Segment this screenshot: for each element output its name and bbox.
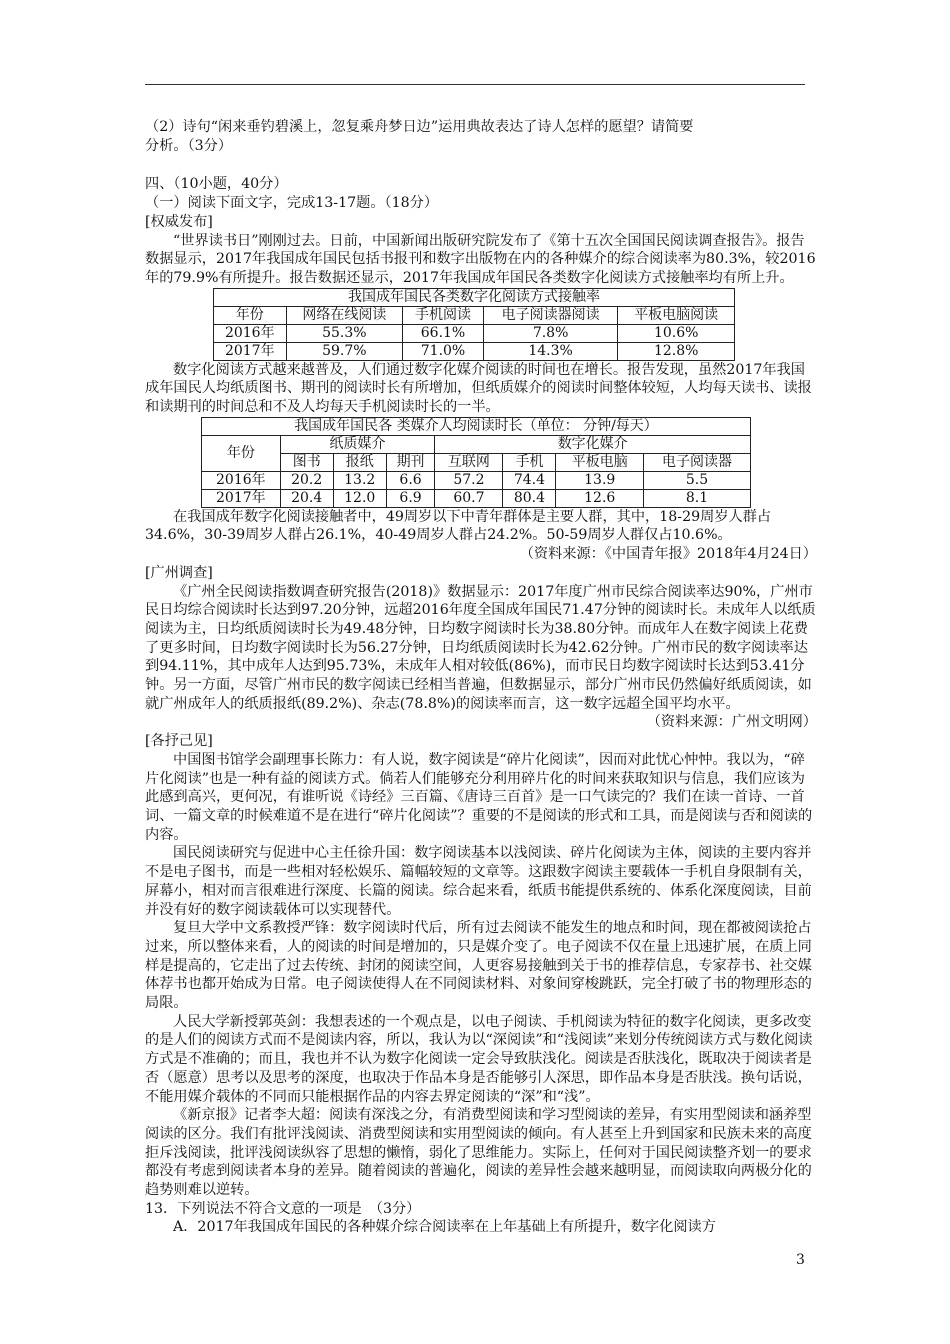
table1-header: 手机阅读	[403, 306, 484, 324]
table2-header: 互联网	[435, 453, 503, 471]
q2-line2: 分析。（3分）	[145, 137, 233, 154]
table2-cell: 60.7	[435, 489, 503, 507]
table2-cell: 20.4	[280, 489, 333, 507]
table1-header: 平板电脑阅读	[618, 306, 735, 324]
table1-cell: 71.0%	[403, 342, 484, 360]
table-row	[214, 342, 735, 360]
opinion-xu-shengguo: 国民阅读研究与促进中心主任徐升国：数字阅读基本以浅阅读、碎片化阅读为主体，阅读的主要内容并不是电子图书，而是一些相对轻松娱乐、篇幅较短的文章等。这跟数字阅读主要载体一手机自身限制有关，屏幕小，相对而言很难进行深度、长篇的阅读。综合起来看，纸质书能提供系统的、体系化深度阅读，目前并没有好的数字阅读载体可以实现替代。	[145, 845, 812, 918]
authority-label: [权威发布]	[145, 213, 213, 230]
table1-header: 网络在线阅读	[286, 306, 403, 324]
table1-cell: 10.6%	[618, 324, 735, 342]
table2-header: 期刊	[386, 453, 435, 471]
table2-header: 平板电脑	[556, 453, 644, 471]
table2-cell: 13.2	[333, 471, 386, 489]
opinion-li-dachao: 《新京报》记者李大超：阅读有深浅之分，有消费型阅读和学习型阅读的差异，有实用型阅读和涵养型阅读的区分。我们有批评浅阅读、消费型阅读和实用型阅读的倾向。有人甚至上升到国家和民族未来的高度拒斥浅阅读，批评浅阅读纵容了思想的懒惰，弱化了思维能力。实际上，任何对于国民阅读整齐划一的要求都没有考虑到阅读者本身的差异。随着阅读的普遍化，阅读的差异性会越来越明显，而阅读取向两极分化的趋势则难以逆转。	[145, 1107, 812, 1199]
table1-cell: 2017年	[214, 342, 287, 360]
table2-cell: 8.1	[643, 489, 750, 507]
table2-cell: 57.2	[435, 471, 503, 489]
header-rule	[145, 84, 805, 85]
table1-title: 我国成年国民各类数字化阅读方式接触率	[214, 288, 735, 306]
table-row	[202, 489, 751, 507]
page-number: 3	[796, 1252, 805, 1268]
guangzhou-para: 《广州全民阅读指数调查研究报告(2018)》数据显示：2017年度广州市民综合阅读率达90%，广州市民日均综合阅读时长达到97.20分钟，远超2016年度全国成年国民71.47分钟的阅读时长。未成年人以纸质阅读为主，日均纸质阅读时长为49.48分钟，日均数字阅读时长为38.80分钟。而成年人在数字阅读上花费了更多时间，日均数字阅读时长为56.27分钟，日均纸质阅读时长为42.62分钟。广州市民的数字阅读率达到94.11%，其中成年人达到95.73%，未成年人相对较低(86%)，而市民日均数字阅读时长达到53.41分钟。另一方面，尽管广州市民的数字阅读已经相当普遍，但数据显示，部分广州市民仍然偏好纸质阅读，如就广州成年人的纸质报纸(89.2%)、杂志(78.8%)的阅读率而言，这一数字远超全国平均水平。	[145, 583, 816, 712]
table1-cell: 12.8%	[618, 342, 735, 360]
table2-cell: 5.5	[643, 471, 750, 489]
table2-header: 报纸	[333, 453, 386, 471]
table2-cell: 6.6	[386, 471, 435, 489]
table2-cell: 13.9	[556, 471, 644, 489]
table-digital-reading-rates	[213, 288, 735, 361]
table2-cell: 12.6	[556, 489, 644, 507]
table1-header: 年份	[214, 306, 287, 324]
table2-group-digital: 数字化媒介	[435, 435, 751, 453]
opinion-chen-li: 中国图书馆学会副理事长陈力：有人说，数字阅读是“碎片化阅读”，因而对此忧心忡忡。我以为，“碎片化阅读”也是一种有益的阅读方式。倘若人们能够充分利用碎片化的时间来获取知识与信息，我们应该为此感到高兴，更何况，有谁听说《诗经》三百篇、《唐诗三百首》是一口气读完的？我们在读一首诗、一首词、一篇文章的时候难道不是在进行“碎片化阅读”？重要的不是阅读的形式和工具，而是阅读与否和阅读的内容。	[145, 751, 813, 843]
section-heading: 四、（10小题，40分）	[145, 176, 288, 193]
table1-header: 电子阅读器阅读	[483, 306, 618, 324]
q2-line1: （2）诗句“闲来垂钓碧溪上，忽复乘舟梦日边”运用典故表达了诗人怎样的愿望？请简要	[145, 119, 694, 135]
question-13-option-a: A．2017年我国成年国民的各种媒介综合阅读率在上年基础上有所提升，数字化阅读方	[173, 1219, 716, 1236]
table2-cell: 20.2	[280, 471, 333, 489]
opinions-label: [各抒己见]	[145, 733, 213, 750]
table2-cell: 12.0	[333, 489, 386, 507]
opinion-guo-yingjian: 人民大学新授郭英剑：我想表述的一个观点是，以电子阅读、手机阅读为特征的数字化阅读，更多改变的是人们的阅读方式而不是阅读内容，所以，我认为以“深阅读”和“浅阅读”来划分传统阅读方式与数化阅读方式是不准确的；而且，我也并不认为数字化阅读一定会导致肤浅化。阅读是否肤浅化，既取决于阅读者是否（愿意）思考以及思考的深度，也取决于作品本身是否能够引人深思，即作品本身是否肤浅。换句话说，不能用媒介载体的不同而只能根据作品的内容去界定阅读的“深”和“浅”。	[145, 1013, 813, 1105]
section-subheading: （一）阅读下面文字，完成13-17题。（18分）	[145, 195, 439, 212]
document-body	[145, 118, 817, 1237]
table1-cell: 7.8%	[483, 324, 618, 342]
table2-header: 图书	[280, 453, 333, 471]
guangzhou-source: （资料来源：广州文明网）	[646, 714, 817, 731]
table-row	[202, 471, 751, 489]
table2-header: 手机	[503, 453, 556, 471]
table2-cell: 74.4	[503, 471, 556, 489]
table1-cell: 66.1%	[403, 324, 484, 342]
authority-para-2: 数字化阅读方式越来越普及，人们通过数字化媒介阅读的时间也在增长。报告发现，虽然2017年我国成年国民人均纸质图书、期刊的阅读时长有所增加，但纸质媒介的阅读时间整体较短，人均每天读书、读报和读期刊的时间总和不及人均每天手机阅读时长的一半。	[145, 361, 812, 416]
table-row	[214, 324, 735, 342]
table1-cell: 55.3%	[286, 324, 403, 342]
table2-cell: 2017年	[202, 489, 281, 507]
table2-header: 电子阅读器	[643, 453, 750, 471]
authority-para-1: “世界读书日”刚刚过去。日前，中国新闻出版研究院发布了《第十五次全国国民阅读调查报告》。报告数据显示，2017年我国成年国民包括书报刊和数字出版物在内的各种媒介的综合阅读率为80.3%，较2016年的79.9%有所提升。报告数据还显示，2017年我国成年国民各类数字化阅读方式接触率均有所上升。	[145, 232, 816, 286]
authority-para-3: 在我国成年数字化阅读接触者中，49周岁以下中青年群体是主要人群，其中，18-29周岁人群占34.6%，30-39周岁人群占26.1%，40-49周岁人群占24.2%。50-59周岁人群仅占10.6%。	[145, 508, 772, 544]
table2-cell: 6.9	[386, 489, 435, 507]
authority-source: （资料来源：《中国青年报》2018年4月24日）	[519, 546, 817, 563]
table-reading-time	[201, 417, 751, 508]
question-13-stem: 13．下列说法不符合文意的一项是 （3分）	[145, 1200, 421, 1217]
table2-year-label: 年份	[202, 435, 281, 471]
table1-cell: 59.7%	[286, 342, 403, 360]
table2-cell: 2016年	[202, 471, 281, 489]
table1-cell: 2016年	[214, 324, 287, 342]
table2-cell: 80.4	[503, 489, 556, 507]
table2-title: 我国成年国民各 类媒介人均阅读时长（单位： 分钟/每天）	[202, 417, 751, 435]
opinion-yan-feng: 复旦大学中文系教授严锋：数字阅读时代后，所有过去阅读不能发生的地点和时间，现在都被阅读抢占过来，所以整体来看，人的阅读的时间是增加的，只是媒介变了。电子阅读不仅在量上迅速扩展，在质上同样是提高的，它走出了过去传统、封闭的阅读空间，人更容易接触到关于书的推荐信息，专家荐书、社交媒体荐书也都开始成为日常。电子阅读使得人在不同阅读材料、对象间穿梭跳跃，完全打破了书的物理形态的局限。	[145, 920, 812, 1012]
table1-cell: 14.3%	[483, 342, 618, 360]
guangzhou-label: [广州调查]	[145, 564, 213, 581]
table2-group-paper: 纸质媒介	[280, 435, 435, 453]
